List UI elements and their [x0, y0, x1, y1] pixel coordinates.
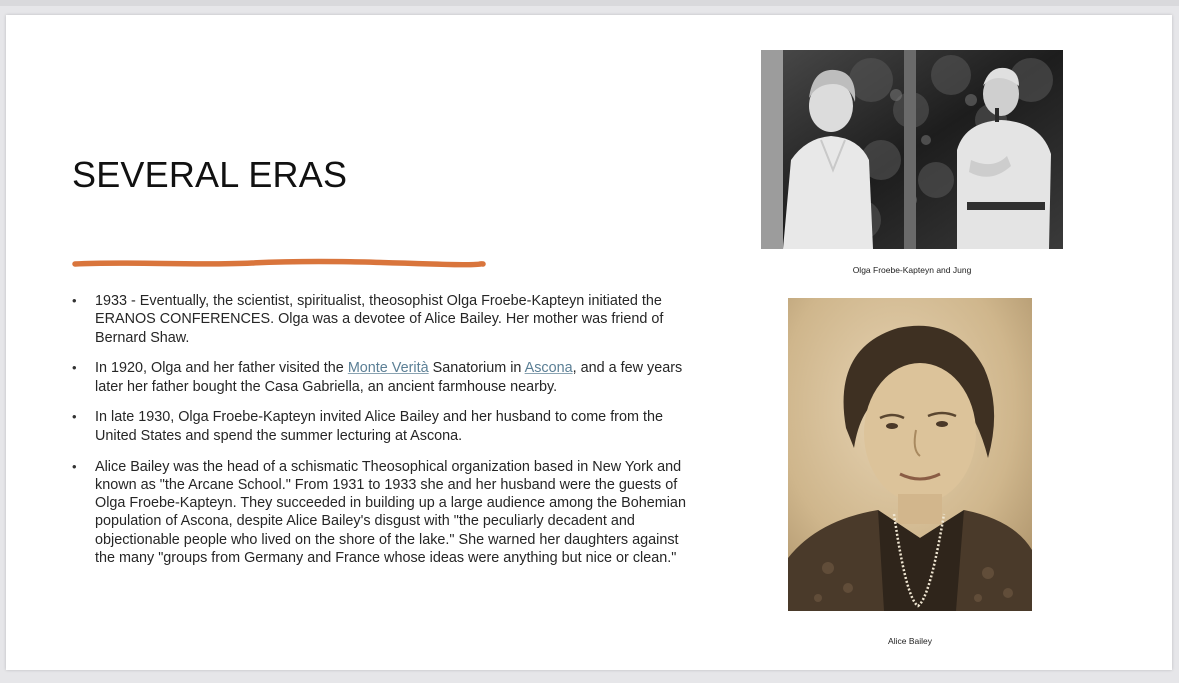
bullet-marker: •	[72, 458, 77, 474]
bullet-list	[68, 292, 693, 580]
bullet-item-1930	[68, 408, 693, 445]
bullet-text: In late 1930, Olga Froebe-Kapteyn invited Alice Bailey and her husband to come from the United States and spend the summer lecturing at Ascona.	[95, 409, 663, 444]
bullet-text: 1933 - Eventually, the scientist, spiritualist, theosophist Olga Froebe-Kapteyn initiated the ERANOS CONFERENCES. Olga was a devotee of Alice Bailey. Her mother was friend of Bernard Shaw.	[95, 293, 664, 346]
bullet-text-part: , and a few years later her father bought the Casa Gabriella, an ancient farmhouse nearby.	[95, 360, 683, 395]
link-monte-verita[interactable]: Monte Verità	[347, 360, 429, 377]
title-underline	[72, 258, 486, 270]
link-ascona[interactable]: Ascona	[524, 360, 573, 377]
bullet-marker: •	[72, 293, 77, 308]
bullet-text-part: Sanatorium in	[428, 360, 525, 377]
presentation-slide	[6, 15, 1172, 670]
photo-olga-and-jung-image	[761, 50, 1063, 249]
photo-alice-bailey-image	[788, 298, 1032, 611]
window-top-edge	[0, 0, 1179, 6]
bullet-marker: •	[72, 360, 77, 376]
bullet-text-part: In 1920, Olga and her father visited the	[95, 360, 348, 377]
slide-title: SEVERAL ERAS	[72, 154, 348, 195]
bullet-item-1920	[68, 359, 693, 396]
bullet-text: Alice Bailey was the head of a schismatic Theosophical organization based in New York and known as "the Arcane School." From 1931 to 1933 she and her husband were the guests of Olga Froebe-Kapteyn. They succeeded in building up a large audience among the Bohemian population of Ascona, despite Alice Bailey's disgust with "the peculiarly decadent and objectionable people who lived on the shore of the lake." She warned her daughters against the many "groups from Germany and France whose ideas were anything but nice or clean."	[95, 458, 686, 567]
bullet-item-1933	[68, 292, 693, 347]
photo-olga-and-jung	[761, 50, 1063, 249]
caption-olga-and-jung: Olga Froebe-Kapteyn and Jung	[852, 265, 972, 275]
caption-alice-bailey: Alice Bailey	[888, 636, 932, 646]
bullet-marker: •	[72, 409, 77, 425]
bullet-item-alice-bailey	[68, 458, 693, 568]
photo-alice-bailey	[788, 298, 1032, 611]
